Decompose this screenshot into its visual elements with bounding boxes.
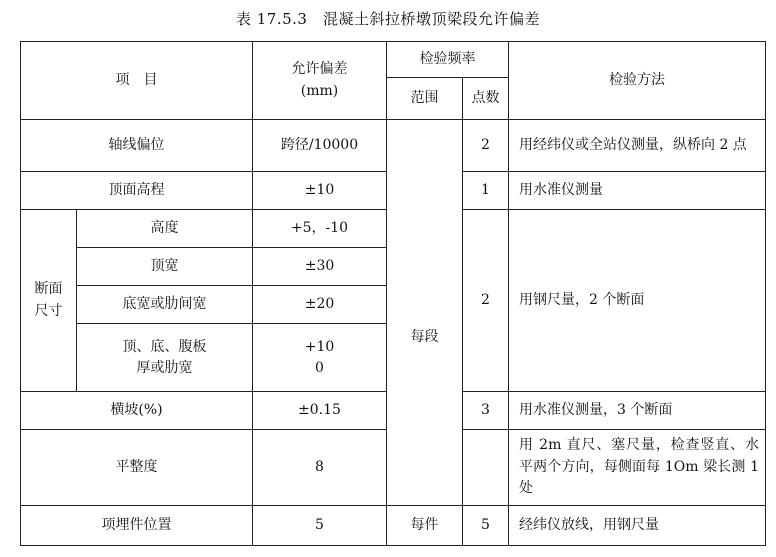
row-axis-method: 用经纬仪或全站仪测量，纵桥向 2 点: [509, 120, 766, 172]
row-slope-tolerance: ±0.15: [253, 392, 387, 430]
row-section-points: 2: [463, 210, 509, 392]
row-section-plate-item-line1: 顶、底、腹板: [122, 338, 207, 355]
row-top-points: 1: [463, 172, 509, 210]
row-section-group-line1: 断面: [34, 280, 63, 297]
row-flatness-tolerance: 8: [253, 430, 387, 506]
row-embedded-tolerance: 5: [253, 506, 387, 546]
header-points: 点数: [463, 78, 509, 120]
row-scope-each-segment: 每段: [387, 172, 463, 506]
row-slope-method: 用水准仪测量，3 个断面: [509, 392, 766, 430]
row-axis-points: 2: [463, 120, 509, 172]
header-tolerance-unit: (mm): [300, 82, 339, 99]
row-slope-points: 3: [463, 392, 509, 430]
row-section-plate-item-line2: 厚或肋宽: [136, 359, 193, 376]
row-section-plate-tolerance-line1: +10: [304, 338, 335, 355]
row-embedded-item: 项埋件位置: [21, 506, 253, 546]
row-embedded-method: 经纬仪放线，用钢尺量: [509, 506, 766, 546]
table-title: 表 17.5.3 混凝土斜拉桥墩顶梁段允许偏差: [236, 10, 540, 28]
header-tolerance: [253, 42, 387, 120]
row-flatness-item: 平整度: [21, 430, 253, 506]
row-section-plate-tolerance: [253, 324, 387, 392]
row-top-tolerance: ±10: [253, 172, 387, 210]
header-frequency: 检验频率: [387, 42, 509, 78]
row-slope-item: 横坡(%): [21, 392, 253, 430]
row-flatness-method: 用 2m 直尺、塞尺量，检查竖直、水平两个方向，每侧面每 1Om 梁长测 1 处: [509, 430, 766, 506]
row-flatness-points: [463, 430, 509, 506]
row-section-top-width-tolerance: ±30: [253, 248, 387, 286]
row-top-method: 用水准仪测量: [509, 172, 766, 210]
row-section-plate-item: [77, 324, 253, 392]
header-tolerance-label: 允许偏差: [291, 60, 348, 77]
row-section-height-item: 高度: [77, 210, 253, 248]
header-method: 检验方法: [509, 42, 766, 120]
header-item: 项 目: [21, 42, 253, 120]
header-scope: 范围: [387, 78, 463, 120]
row-section-top-width-item: 顶宽: [77, 248, 253, 286]
row-section-bottom-width-tolerance: ±20: [253, 286, 387, 324]
row-section-group: [21, 210, 77, 392]
row-section-height-tolerance: +5，-10: [253, 210, 387, 248]
row-axis-scope: [387, 120, 463, 172]
tolerance-table: [20, 41, 766, 546]
row-section-group-line2: 尺寸: [34, 302, 63, 319]
row-section-bottom-width-item: 底宽或肋间宽: [77, 286, 253, 324]
row-embedded-scope: 每件: [387, 506, 463, 546]
row-embedded-points: 5: [463, 506, 509, 546]
row-section-method: 用钢尺量，2 个断面: [509, 210, 766, 392]
row-section-plate-tolerance-line2: 0: [315, 359, 324, 376]
row-axis-tolerance: 跨径/10000: [253, 120, 387, 172]
row-top-item: 顶面高程: [21, 172, 253, 210]
row-axis-item: 轴线偏位: [21, 120, 253, 172]
